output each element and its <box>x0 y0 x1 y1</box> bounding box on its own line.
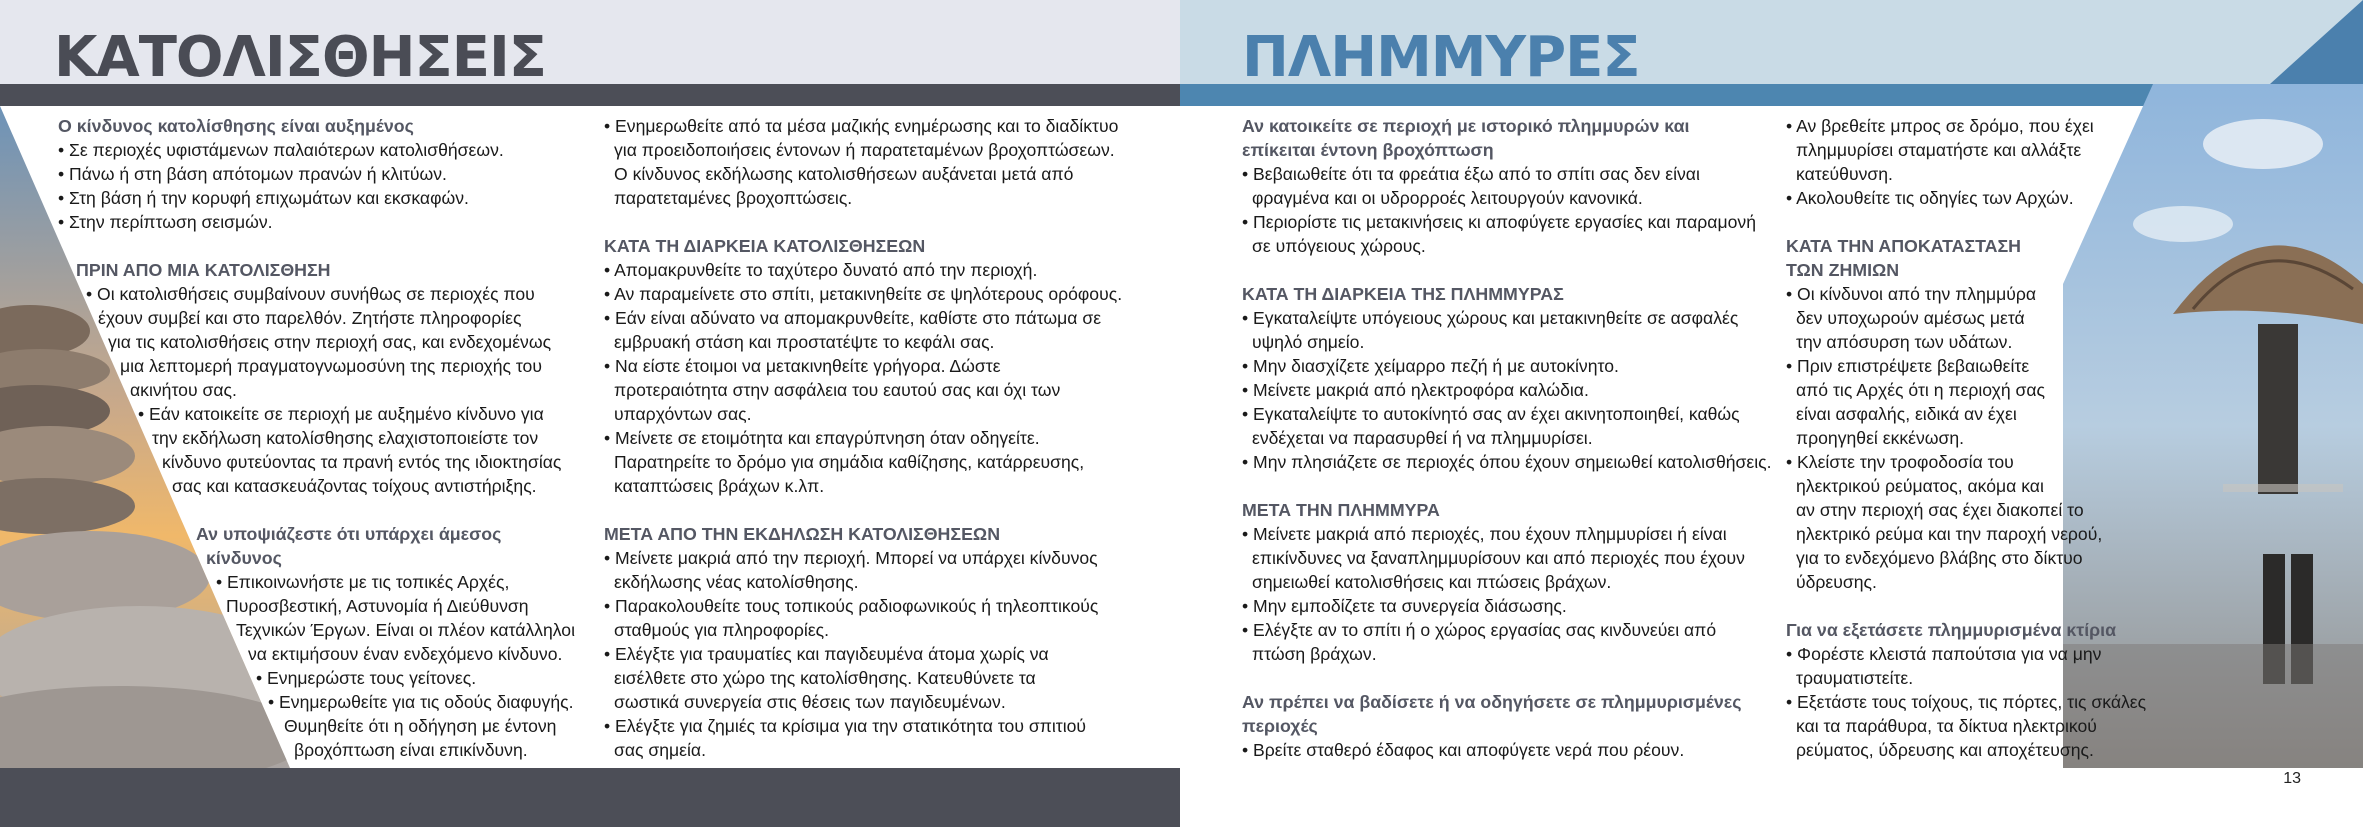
during-item: καταπτώσεις βράχων κ.λπ. <box>614 476 825 496</box>
after-flood-item: • Ελέγξτε αν το σπίτι ή ο χώρος εργασίας σας κινδυνεύει από <box>1242 620 1717 640</box>
during-flood-item: • Εγκαταλείψτε υπόγειους χώρους και μετακινηθείτε σε ασφαλές <box>1242 308 1739 328</box>
before-text: μια λεπτομερή πραγματογνωμοσύνη της περιοχής του <box>120 356 542 376</box>
after-item: • Ελέγξτε για ζημιές τα κρίσιμα για την στατικότητα του σπιτιού <box>604 716 1087 736</box>
before-text: • Οι κατολισθήσεις συμβαίνουν συνήθως σε περιοχές που <box>86 284 535 304</box>
after-item: εκδήλωσης νέας κατολίσθησης. <box>614 572 859 592</box>
inspect-item: ρεύματος, ύδρευσης και αποχέτευσης. <box>1796 740 2094 760</box>
recovery-item: την απόσυρση των υδάτων. <box>1796 332 2013 352</box>
during-flood-item: ενδέχεται να παρασυρθεί ή να πλημμυρίσει. <box>1252 428 1593 448</box>
after-flood-item: σημειωθεί κατολισθήσεις και πτώσεις βράχων. <box>1252 572 1612 592</box>
recovery-heading: ΚΑΤΑ ΤΗΝ ΑΠΟΚΑΤΑΣΤΑΣΗ <box>1786 236 2022 256</box>
during-item: υπαρχόντων σας. <box>614 404 752 424</box>
danger-text: • Ενημερώστε τους γείτονες. <box>256 668 477 688</box>
recovery-item: είναι ασφαλής, ειδικά αν έχει <box>1796 404 2017 424</box>
after-item: • Ελέγξτε για τραυματίες και παγιδευμένα άτομα χωρίς να <box>604 644 1049 664</box>
page-number: 13 <box>2283 770 2301 787</box>
risk-item: • Σε περιοχές υφιστάμενων παλαιότερων κατολισθήσεων. <box>58 140 504 160</box>
recovery-item: αν στην περιοχή σας έχει διακοπεί το <box>1796 500 2084 520</box>
flood-history-heading: Αν κατοικείτε σε περιοχή με ιστορικό πλημμυρών και <box>1242 116 1690 136</box>
during-item: • Εάν είναι αδύνατο να απομακρυνθείτε, καθίστε στο πάτωμα σε <box>604 308 1102 328</box>
walk-drive-item: • Βρείτε σταθερό έδαφος και αποφύγετε νερά που ρέουν. <box>1242 740 1685 760</box>
after-flood-item: • Μείνετε μακριά από περιοχές, που έχουν πλημμυρίσει ή είναι <box>1242 524 1727 544</box>
floods-title: ΠΛΗΜΜΥΡΕΣ <box>1242 25 1640 90</box>
before-text: για τις κατολισθήσεις στην περιοχή σας, και ενδεχομένως <box>108 332 552 352</box>
risk-heading: Ο κίνδυνος κατολίσθησης είναι αυξημένος <box>58 116 414 136</box>
recovery-item: προηγηθεί εκκένωση. <box>1796 428 1965 448</box>
flood-history-heading: επίκειται έντονη βροχόπτωση <box>1242 140 1494 160</box>
after-item: • Παρακολουθείτε τους τοπικούς ραδιοφωνικούς ή τηλεοπτικούς <box>604 596 1099 616</box>
during-flood-heading: ΚΑΤΑ ΤΗ ΔΙΑΡΚΕΙΑ ΤΗΣ ΠΛΗΜΜΥΡΑΣ <box>1242 284 1564 304</box>
recovery-heading: ΤΩΝ ΖΗΜΙΩΝ <box>1786 260 1900 280</box>
before-text: • Εάν κατοικείτε σε περιοχή με αυξημένο κίνδυνο για <box>138 404 544 424</box>
landslides-column-2 <box>604 114 1164 762</box>
before-text: κίνδυνο φυτεύοντας τα πρανή εντός της ιδιοκτησίας <box>162 452 562 472</box>
road-item: κατεύθυνση. <box>1796 164 1893 184</box>
during-item: • Να είστε έτοιμοι να μετακινηθείτε γρήγορα. Δώστε <box>604 356 1001 376</box>
danger-heading: κίνδυνος <box>206 548 282 568</box>
inspect-item: τραυματιστείτε. <box>1796 668 1914 688</box>
after-flood-heading: ΜΕΤΑ ΤΗΝ ΠΛΗΜΜΥΡΑ <box>1242 500 1440 520</box>
floods-column-1 <box>1242 114 1782 762</box>
during-flood-item: • Μείνετε μακριά από ηλεκτροφόρα καλώδια. <box>1242 380 1589 400</box>
before-text: την εκδήλωση κατολίσθησης ελαχιστοποιείστε τον <box>152 428 539 448</box>
after-item: σας σημεία. <box>614 740 706 760</box>
recovery-item: • Οι κίνδυνοι από την πλημμύρα <box>1786 284 2037 304</box>
inspect-item: και τα παράθυρα, τα δίκτυα ηλεκτρικού <box>1796 716 2097 736</box>
corner-triangle <box>2190 0 2363 84</box>
danger-text: βροχόπτωση είναι επικίνδυνη. <box>294 740 528 760</box>
before-text: ακινήτου σας. <box>130 380 237 400</box>
during-item: Παρατηρείτε το δρόμο για σημάδια καθίζησης, κατάρρευσης, <box>614 452 1085 472</box>
recovery-item: από τις Αρχές ότι η περιοχή σας <box>1796 380 2046 400</box>
after-item: σταθμούς για πληροφορίες. <box>614 620 830 640</box>
flood-prep-item: σε υπόγειους χώρους. <box>1252 236 1426 256</box>
danger-text: Πυροσβεστική, Αστυνομία ή Διεύθυνση <box>226 596 529 616</box>
during-flood-item: • Μην πλησιάζετε σε περιοχές όπου έχουν σημειωθεί κατολισθήσεις. <box>1242 452 1772 472</box>
during-flood-item: υψηλό σημείο. <box>1252 332 1365 352</box>
during-landslide-heading: ΚΑΤΑ ΤΗ ΔΙΑΡΚΕΙΑ ΚΑΤΟΛΙΣΘΗΣΕΩΝ <box>604 236 926 256</box>
recovery-item: ηλεκτρικού ρεύματος, ακόμα και <box>1796 476 2044 496</box>
recovery-item: δεν υποχωρούν αμέσως μετά <box>1796 308 2025 328</box>
inspect-item: • Φορέστε κλειστά παπούτσια για να μην <box>1786 644 2102 664</box>
during-item: • Μείνετε σε ετοιμότητα και επαγρύπνηση όταν οδηγείτε. <box>604 428 1040 448</box>
during-item: εμβρυακή στάση και προστατέψτε το κεφάλι σας. <box>614 332 995 352</box>
after-flood-item: πτώση βράχων. <box>1252 644 1377 664</box>
before-text: έχουν συμβεί και στο παρελθόν. Ζητήστε πληροφορίες <box>98 308 522 328</box>
flood-prep-item: • Περιορίστε τις μετακινήσεις κι αποφύγετε εργασίες και παραμονή <box>1242 212 1756 232</box>
landslides-title: ΚΑΤΟΛΙΣΘΗΣΕΙΣ <box>54 25 547 90</box>
inspect-buildings-heading: Για να εξετάσετε πλημμυρισμένα κτίρια <box>1786 620 2117 640</box>
danger-text: • Επικοινωνήστε με τις τοπικές Αρχές, <box>216 572 510 592</box>
intro-text: παρατεταμένες βροχοπτώσεις. <box>614 188 853 208</box>
during-item: • Αν παραμείνετε στο σπίτι, μετακινηθείτε σε ψηλότερους ορόφους. <box>604 284 1123 304</box>
during-item: • Απομακρυνθείτε το ταχύτερο δυνατό από την περιοχή. <box>604 260 1038 280</box>
intro-text: για προειδοποιήσεις έντονων ή παρατεταμένων βροχοπτώσεων. <box>614 140 1115 160</box>
danger-text: Θυμηθείτε ότι η οδήγηση με έντονη <box>284 716 557 736</box>
road-item: • Ακολουθείτε τις οδηγίες των Αρχών. <box>1786 188 2074 208</box>
walk-drive-heading: περιοχές <box>1242 716 1318 736</box>
after-landslide-heading: ΜΕΤΑ ΑΠΟ ΤΗΝ ΕΚΔΗΛΩΣΗ ΚΑΤΟΛΙΣΘΗΣΕΩΝ <box>604 524 1001 544</box>
flood-prep-item: • Βεβαιωθείτε ότι τα φρεάτια έξω από το σπίτι σας δεν είναι <box>1242 164 1700 184</box>
before-text: σας και κατασκευάζοντας τοίχους αντιστήριξης. <box>172 476 537 496</box>
during-flood-item: • Εγκαταλείψτε το αυτοκίνητό σας αν έχει ακινητοποιηθεί, καθώς <box>1242 404 1740 424</box>
walk-drive-heading: Αν πρέπει να βαδίσετε ή να οδηγήσετε σε πλημμυρισμένες <box>1242 692 1742 712</box>
landslides-column-1 <box>58 114 578 762</box>
during-item: προτεραιότητα στην ασφάλεια του εαυτού σας και όχι των <box>614 380 1061 400</box>
floods-column-2 <box>1786 114 2186 762</box>
recovery-item: ηλεκτρικό ρεύμα και την παροχή νερού, <box>1796 524 2103 544</box>
after-item: σωστικά συνεργεία στις θέσεις των παγιδευμένων. <box>614 692 1006 712</box>
after-flood-item: επικίνδυνες να ξαναπλημμυρίσουν και από περιοχές που έχουν <box>1252 548 1745 568</box>
after-flood-item: • Μην εμποδίζετε τα συνεργεία διάσωσης. <box>1242 596 1567 616</box>
after-item: • Μείνετε μακριά από την περιοχή. Μπορεί να υπάρχει κίνδυνος <box>604 548 1098 568</box>
road-item: • Αν βρεθείτε μπρος σε δρόμο, που έχει <box>1786 116 2094 136</box>
during-flood-item: • Μην διασχίζετε χείμαρρο πεζή ή με αυτοκίνητο. <box>1242 356 1619 376</box>
danger-text: • Ενημερωθείτε για τις οδούς διαφυγής. <box>268 692 574 712</box>
recovery-item: • Κλείστε την τροφοδοσία του <box>1786 452 2014 472</box>
flood-prep-item: φραγμένα και οι υδρορροές λειτουργούν κανονικά. <box>1252 188 1643 208</box>
intro-text: • Ενημερωθείτε από τα μέσα μαζικής ενημέρωσης και το διαδίκτυο <box>604 116 1119 136</box>
before-landslide-heading: ΠΡΙΝ ΑΠΟ ΜΙΑ ΚΑΤΟΛΙΣΘΗΣΗ <box>76 260 331 280</box>
recovery-item: ύδρευσης. <box>1796 572 1877 592</box>
after-item: εισέλθετε στο χώρο της κατολίσθησης. Κατευθύνετε τα <box>614 668 1036 688</box>
recovery-item: • Πριν επιστρέψετε βεβαιωθείτε <box>1786 356 2030 376</box>
intro-text: Ο κίνδυνος εκδήλωσης κατολισθήσεων αυξάνεται μετά από <box>614 164 1074 184</box>
road-item: πλημμυρίσει σταματήστε και αλλάξτε <box>1796 140 2082 160</box>
risk-item: • Πάνω ή στη βάση απότομων πρανών ή κλιτύων. <box>58 164 447 184</box>
danger-text: Τεχνικών Έργων. Είναι οι πλέον κατάλληλοι <box>236 620 575 640</box>
danger-heading: Αν υποψιάζεστε ότι υπάρχει άμεσος <box>196 524 502 544</box>
recovery-item: για το ενδεχόμενο βλάβης στο δίκτυο <box>1796 548 2083 568</box>
bottom-band-right <box>1180 768 2363 827</box>
risk-item: • Στην περίπτωση σεισμών. <box>58 212 273 232</box>
risk-item: • Στη βάση ή την κορυφή επιχωμάτων και εκσκαφών. <box>58 188 469 208</box>
danger-text: να εκτιμήσουν έναν ενδεχόμενο κίνδυνο. <box>248 644 563 664</box>
inspect-item: • Εξετάστε τους τοίχους, τις πόρτες, τις σκάλες <box>1786 692 2147 712</box>
